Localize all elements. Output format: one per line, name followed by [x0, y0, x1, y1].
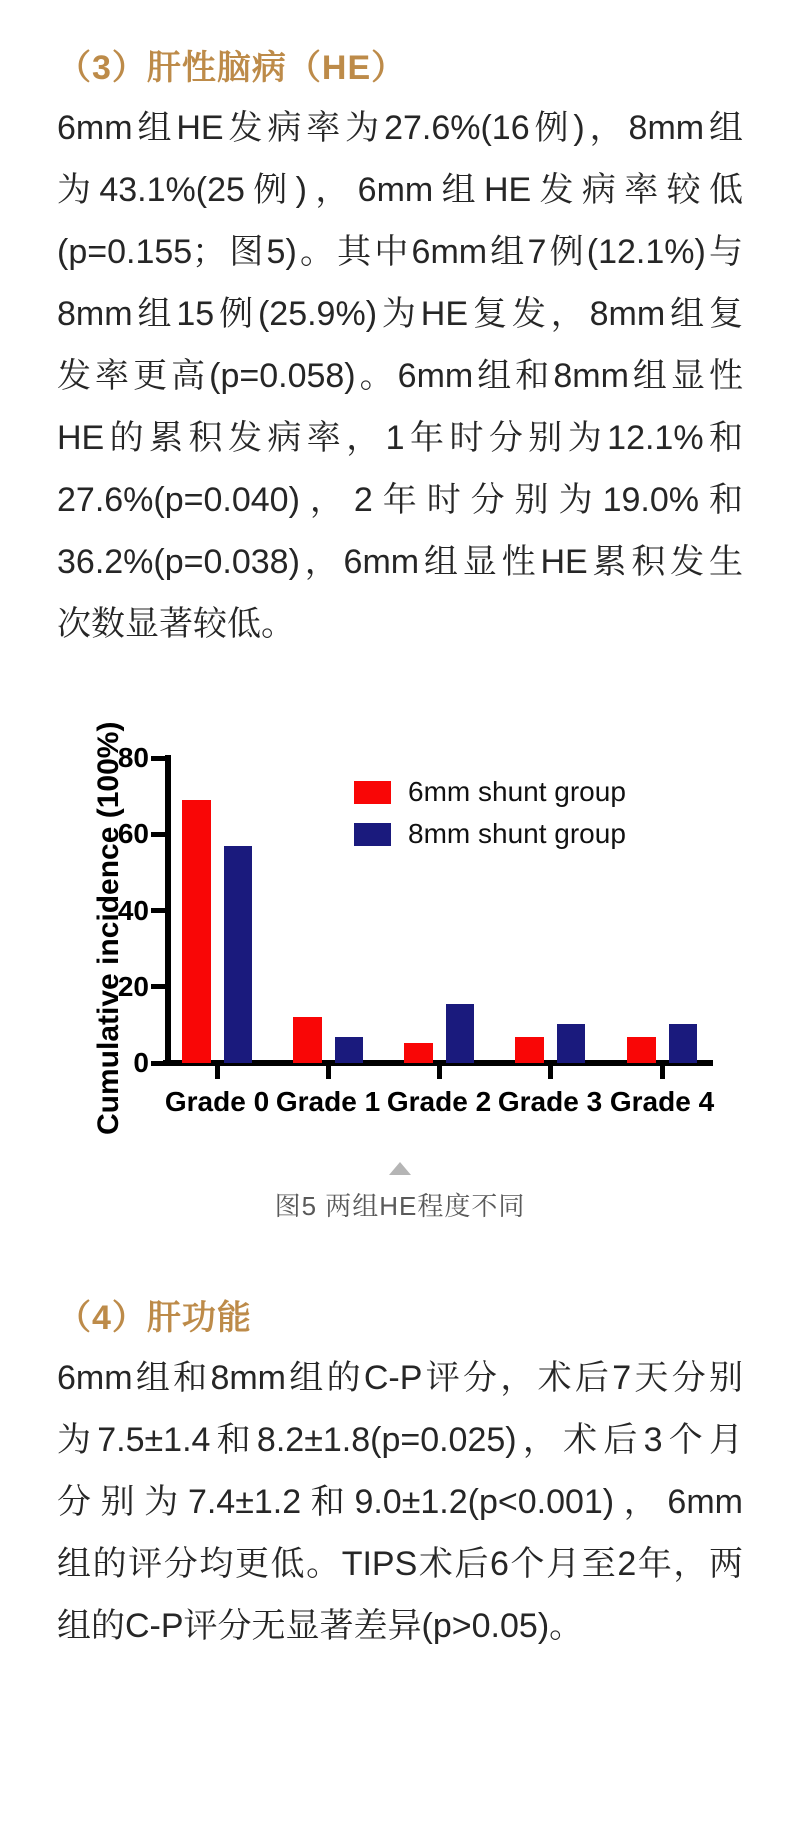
legend-label: 8mm shunt group [408, 818, 626, 849]
x-tick-2 [437, 1066, 442, 1079]
y-tick-label-40: 40 [117, 894, 149, 926]
x-tick-1 [326, 1066, 331, 1079]
bar-6mm-grade-4 [627, 1037, 656, 1063]
paragraph-line: HE的累积发病率，1年时分别为12.1%和 [57, 419, 743, 457]
y-tick-40 [151, 908, 165, 913]
bar-8mm-grade-2 [446, 1004, 474, 1063]
legend-swatch-navy [354, 823, 391, 846]
chart-legend [354, 778, 626, 862]
paragraph-line: 6mm组和8mm组的C-P评分，术后7天分别 [57, 1359, 743, 1397]
paragraph-he [57, 97, 743, 655]
x-tick-0 [215, 1066, 220, 1079]
paragraph-line: 组的评分均更低。TIPS术后6个月至2年，两 [57, 1545, 743, 1583]
figure-caption: 图5 两组HE程度不同 [274, 1191, 526, 1221]
y-tick-60 [151, 832, 165, 837]
paragraph-line: 为43.1%(25例)，6mm组HE发病率较低 [57, 171, 743, 209]
bar-6mm-grade-2 [404, 1043, 433, 1063]
y-tick-label-0: 0 [133, 1047, 149, 1078]
legend-swatch-red [354, 781, 391, 804]
category-label-1: Grade 1 [275, 1086, 381, 1117]
paragraph-line: 分别为7.4±1.2和9.0±1.2(p<0.001)，6mm [57, 1483, 743, 1521]
y-axis-title: Cumulative incidence (100%) [92, 721, 125, 1135]
bar-8mm-grade-4 [669, 1024, 697, 1063]
bar-8mm-grade-0 [224, 846, 252, 1063]
bar-6mm-grade-3 [515, 1037, 544, 1063]
paragraph-line: (p=0.155；图5)。其中6mm组7例(12.1%)与 [57, 233, 743, 271]
legend-item-8mm [354, 818, 626, 849]
paragraph-line: 组的C-P评分无显著差异(p>0.05)。 [57, 1607, 584, 1645]
triangle-up-icon [389, 1162, 411, 1175]
bar-8mm-grade-1 [335, 1037, 363, 1063]
x-tick-3 [548, 1066, 553, 1079]
article-body [0, 46, 800, 1657]
paragraph-line: 次数显著较低。 [57, 605, 295, 643]
bar-6mm-grade-1 [293, 1017, 322, 1063]
paragraph-line: 6mm组HE发病率为27.6%(16例)，8mm组 [57, 109, 743, 147]
paragraph-line: 27.6%(p=0.040)，2年时分别为19.0%和 [57, 481, 743, 519]
paragraph-line: 发率更高(p=0.058)。6mm组和8mm组显性 [57, 357, 743, 395]
paragraph-line: 36.2%(p=0.038)，6mm组显性HE累积发生 [57, 543, 743, 581]
section-heading-4: （4）肝功能 [57, 1299, 252, 1337]
y-tick-80 [151, 756, 165, 761]
y-tick-0 [151, 1061, 165, 1066]
x-tick-4 [660, 1066, 665, 1079]
y-tick-label-80: 80 [117, 742, 149, 773]
y-axis-line [165, 755, 171, 1063]
y-tick-20 [151, 984, 165, 989]
figure5-bar-chart [57, 721, 743, 1135]
category-label-3: Grade 3 [497, 1086, 603, 1117]
figure-caption-block [57, 1162, 743, 1223]
section-heading-3: （3）肝性脑病（HE） [57, 49, 407, 87]
category-label-0: Grade 0 [164, 1086, 270, 1117]
category-label-2: Grade 2 [386, 1086, 492, 1117]
paragraph-line: 8mm组15例(25.9%)为HE复发，8mm组复 [57, 295, 743, 333]
bar-8mm-grade-3 [557, 1024, 585, 1063]
paragraph-line: 为7.5±1.4和8.2±1.8(p=0.025)，术后3个月 [57, 1421, 743, 1459]
paragraph-liver-function [57, 1347, 743, 1657]
category-label-4: Grade 4 [609, 1086, 715, 1117]
bar-6mm-grade-0 [182, 800, 211, 1063]
y-tick-label-60: 60 [117, 818, 149, 850]
legend-item-6mm [354, 776, 626, 807]
legend-label: 6mm shunt group [408, 776, 626, 807]
y-tick-label-20: 20 [117, 970, 149, 1002]
